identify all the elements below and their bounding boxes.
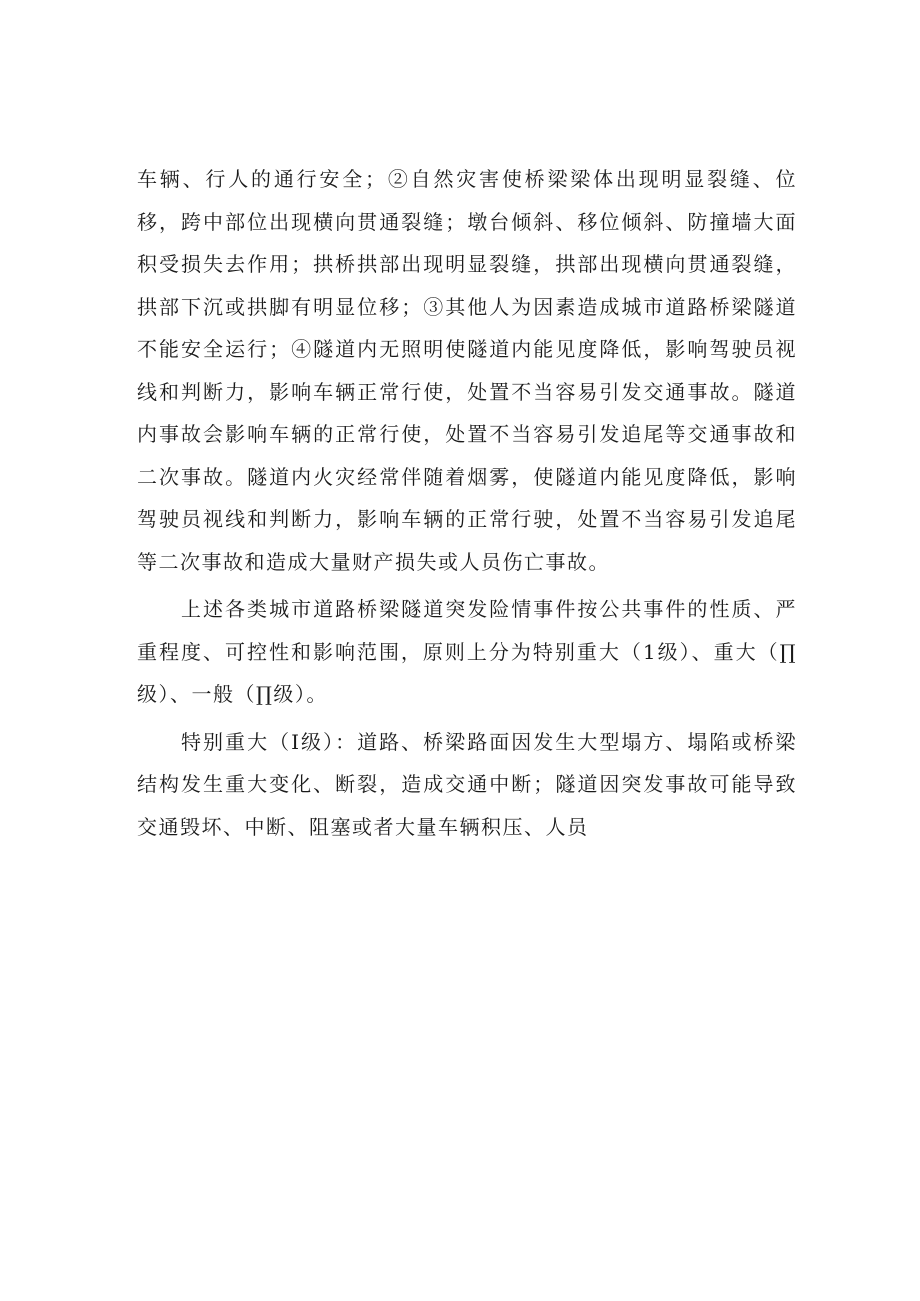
paragraph-level-one: 特别重大（I级）：道路、桥梁路面因发生大型塌方、塌陷或桥梁结构发生重大变化、断裂，造成交通中断；隧道因突发事故可能导致交通毁坏、中断、阻塞或者大量车辆积压、人员	[137, 729, 797, 839]
paragraph-classification: 上述各类城市道路桥梁隧道突发险情事件按公共事件的性质、严重程度、可控性和影响范围，原则上分为特别重大（1级）、重大（∏级）、一般（∏级）。	[137, 597, 797, 706]
document-body	[137, 158, 797, 848]
paragraph-continuation: 车辆、行人的通行安全；②自然灾害使桥梁梁体出现明显裂缝、位移，跨中部位出现横向贯通裂缝；墩台倾斜、移位倾斜、防撞墙大面积受损失去作用；拱桥拱部出现明显裂缝，拱部出现横向贯通裂缝，拱部下沉或拱脚有明显位移；③其他人为因素造成城市道路桥梁隧道不能安全运行；④隧道内无照明使隧道内能见度降低，影响驾驶员视线和判断力，影响车辆正常行使，处置不当容易引发交通事故。隧道内事故会影响车辆的正常行使，处置不当容易引发追尾等交通事故和二次事故。隧道内火灾经常伴随着烟雾，使隧道内能见度降低，影响驾驶员视线和判断力，影响车辆的正常行驶，处置不当容易引发追尾等二次事故和造成大量财产损失或人员伤亡事故。	[137, 167, 797, 574]
